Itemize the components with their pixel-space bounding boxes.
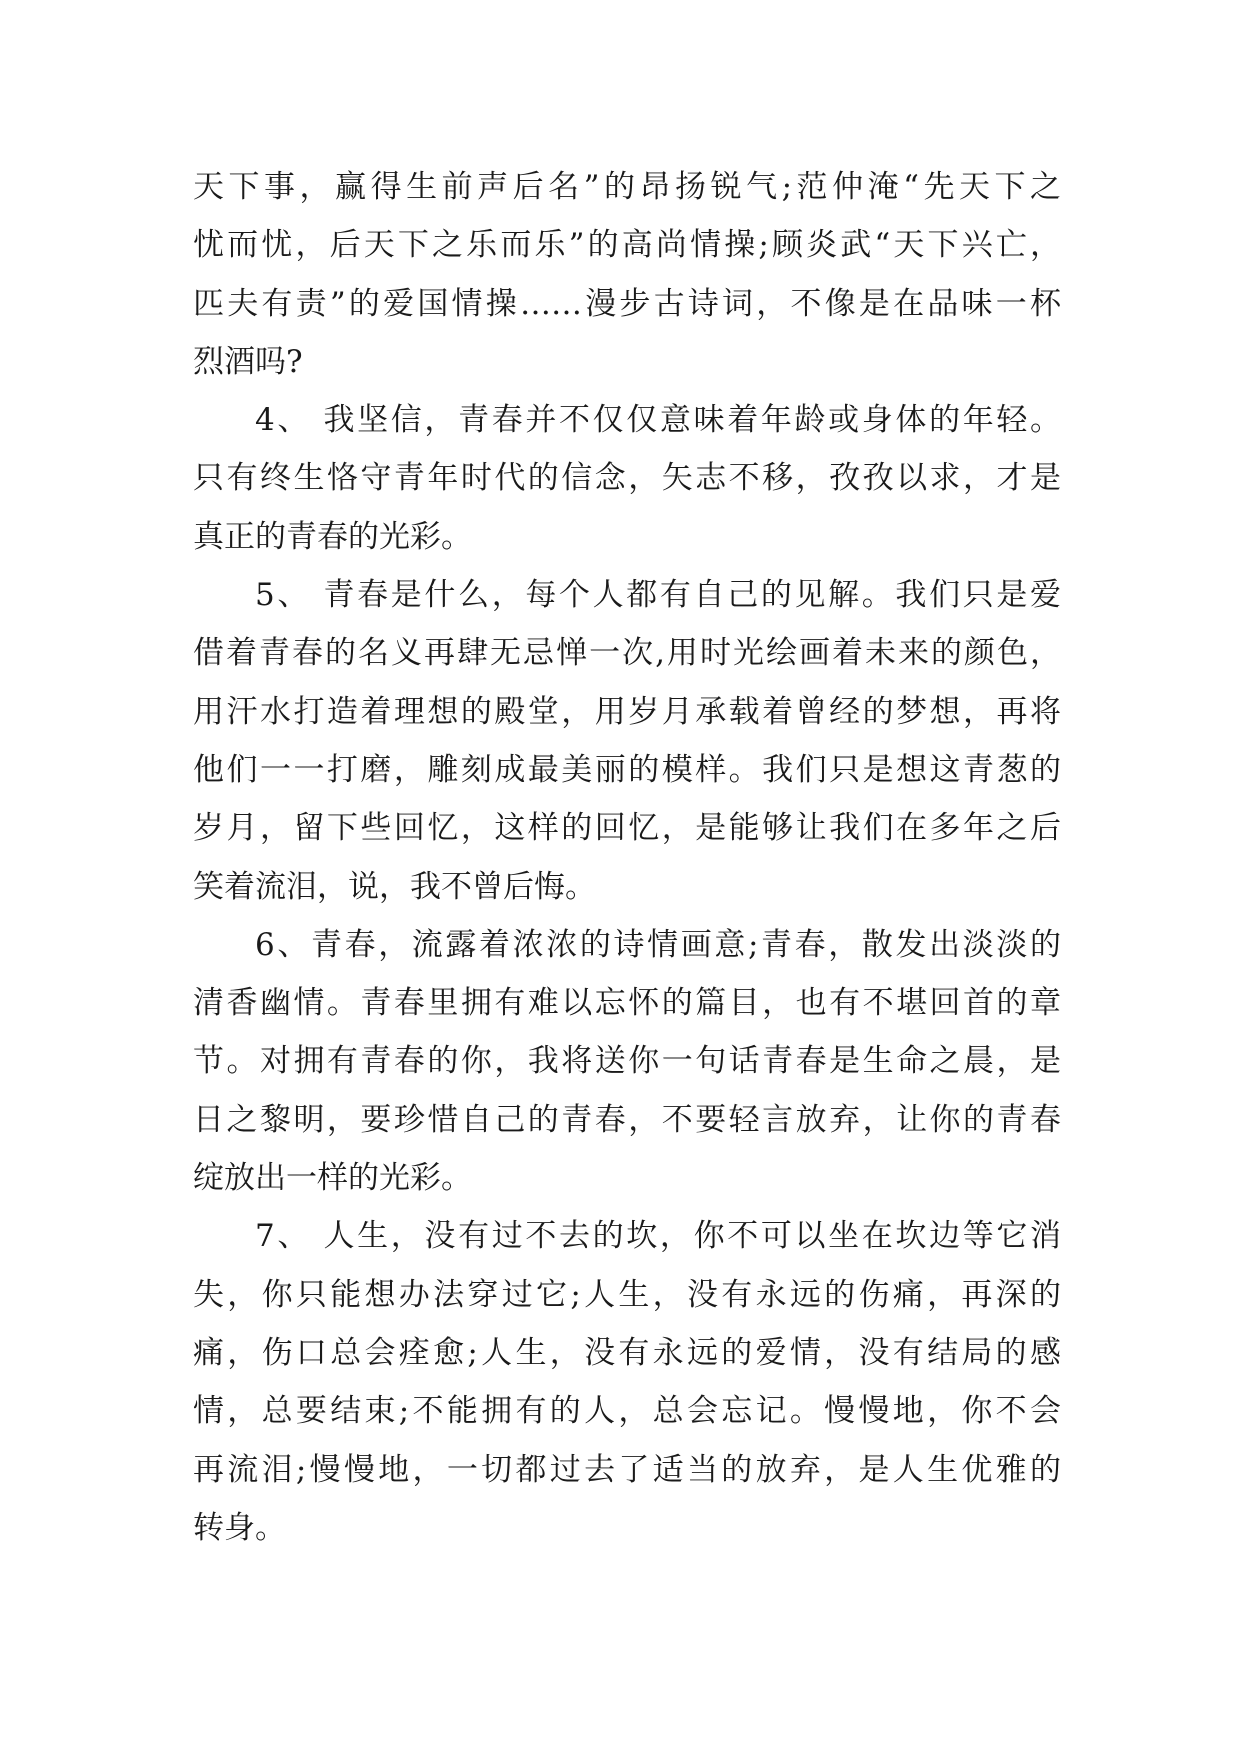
body-text [193,158,1061,1557]
text-line: 岁月，留下些回忆，这样的回忆，是能够让我们在多年之后 [193,810,1061,847]
paragraph-item-5 [193,566,1061,916]
text-line: 再流泪;慢慢地，一切都过去了适当的放弃，是人生优雅的 [193,1451,1061,1488]
text-line: 痛，伤口总会痊愈;人生，没有永远的爱情，没有结局的感 [193,1334,1061,1371]
text-line: 匹夫有责”的爱国情操……漫步古诗词，不像是在品味一杯 [193,285,1061,322]
text-line: 用汗水打造着理想的殿堂，用岁月承载着曾经的梦想，再将 [193,693,1061,730]
text-line: 他们一一打磨，雕刻成最美丽的模样。我们只是想这青葱的 [193,751,1061,788]
text-line: 借着青春的名义再肆无忌惮一次,用时光绘画着未来的颜色， [193,635,1061,672]
text-line: 转身。 [193,1509,286,1546]
text-line: 真正的青春的光彩。 [193,518,472,555]
text-line: 忧而忧，后天下之乐而乐”的高尚情操;顾炎武“天下兴亡， [193,227,1061,264]
text-line: 失，你只能想办法穿过它;人生，没有永远的伤痛，再深的 [193,1276,1061,1313]
text-line: 只有终生恪守青年时代的信念，矢志不移，孜孜以求，才是 [193,460,1061,497]
text-line: 7、 人生，没有过不去的坎，你不可以坐在坎边等它消 [255,1218,1061,1255]
paragraph-item-4 [193,391,1061,566]
text-line: 绽放出一样的光彩。 [193,1160,472,1197]
paragraph-continuation [193,158,1061,391]
text-line: 清香幽情。青春里拥有难以忘怀的篇目，也有不堪回首的章 [193,985,1061,1022]
text-line: 6、青春，流露着浓浓的诗情画意;青春，散发出淡淡的 [255,926,1061,963]
text-line: 情，总要结束;不能拥有的人，总会忘记。慢慢地，你不会 [193,1393,1061,1430]
text-line: 节。对拥有青春的你，我将送你一句话青春是生命之晨，是 [193,1043,1061,1080]
paragraph-item-6 [193,916,1061,1207]
text-line: 5、 青春是什么，每个人都有自己的见解。我们只是爱 [255,577,1061,614]
text-line: 笑着流泪，说，我不曾后悔。 [193,868,596,905]
text-line: 4、 我坚信，青春并不仅仅意味着年龄或身体的年轻。 [255,402,1061,439]
text-line: 日之黎明，要珍惜自己的青春，不要轻言放弃，让你的青春 [193,1101,1061,1138]
text-line: 烈酒吗? [193,343,303,380]
text-line: 天下事，赢得生前声后名”的昂扬锐气;范仲淹“先天下之 [193,169,1061,205]
paragraph-item-7 [193,1207,1061,1557]
